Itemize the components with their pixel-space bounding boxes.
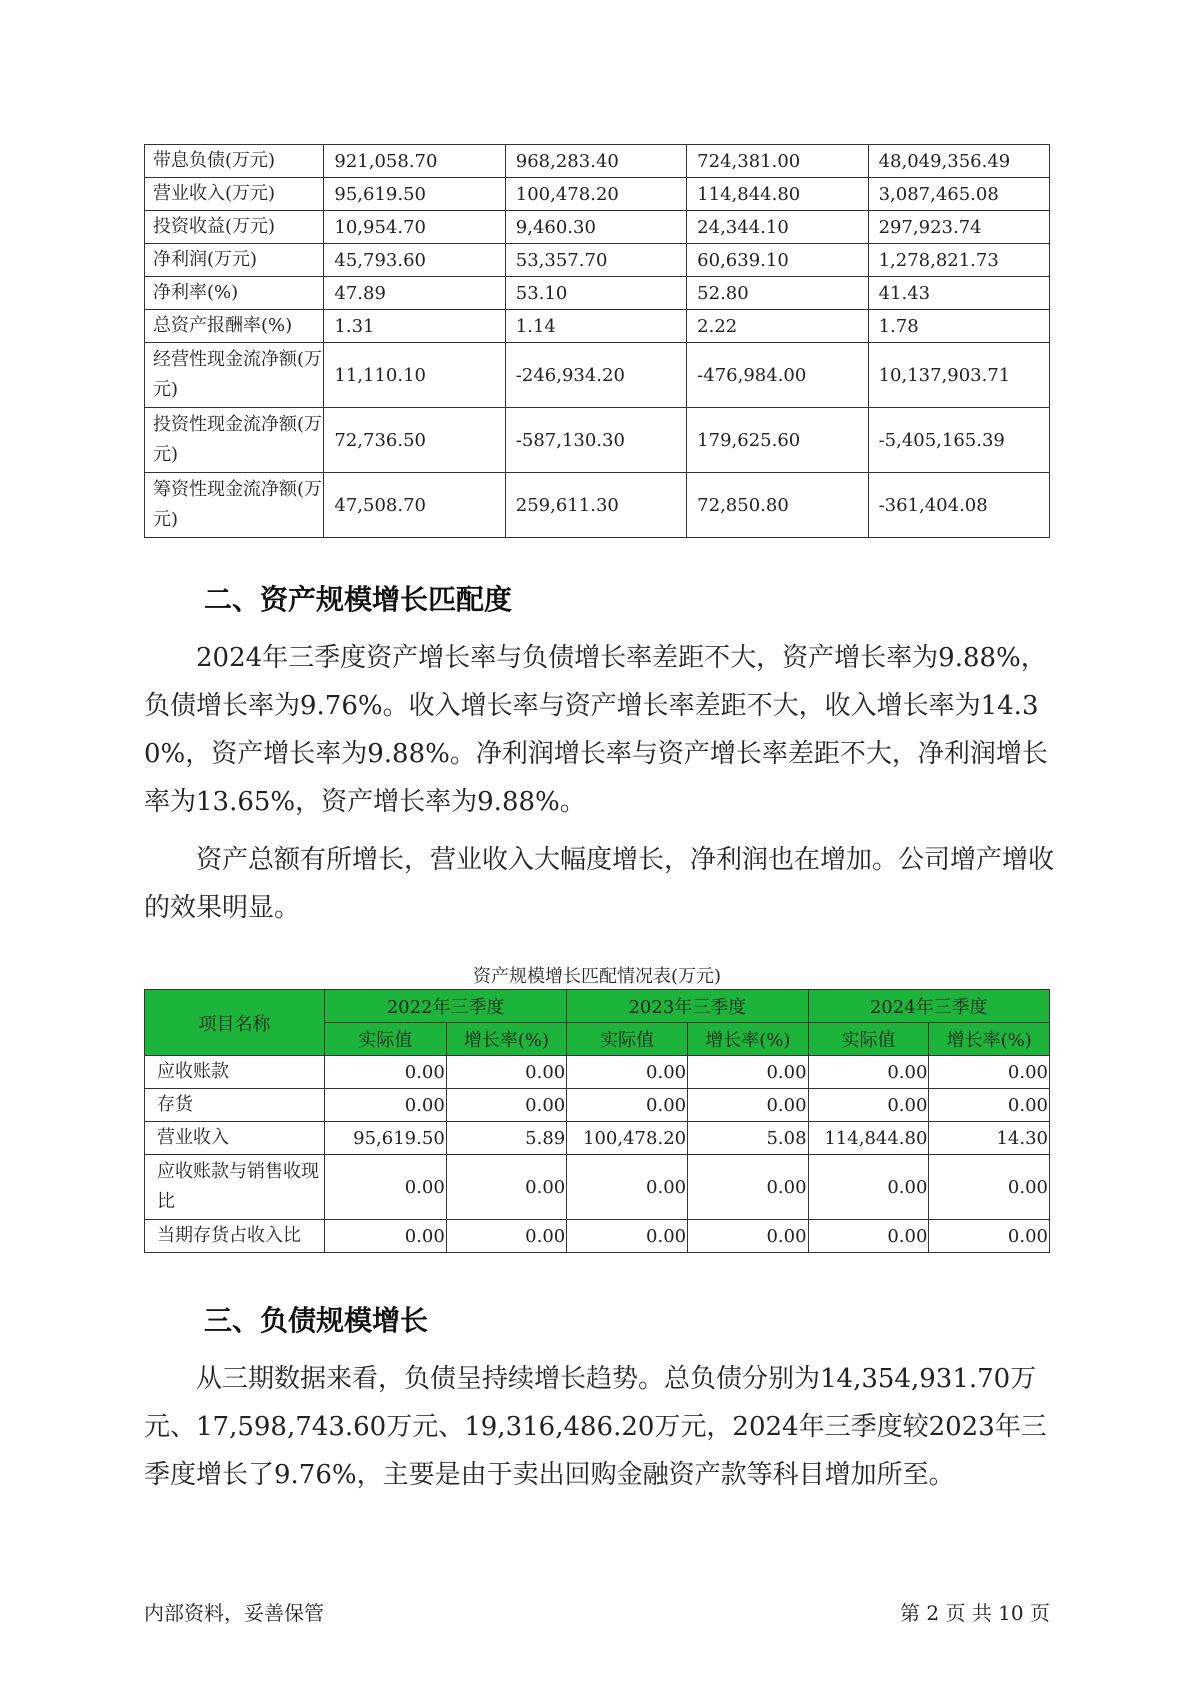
header-item-name: 项目名称 <box>145 990 325 1056</box>
cell: 1.78 <box>868 310 1049 343</box>
row-label: 投资收益(万元) <box>145 211 324 244</box>
cell: 0.00 <box>929 1220 1050 1253</box>
footer-confidential-note: 内部资料，妥善保管 <box>144 1601 324 1625</box>
cell: 0.00 <box>808 1220 929 1253</box>
row-label: 应收账款 <box>145 1056 325 1089</box>
cell: 0.00 <box>446 1220 566 1253</box>
cell: 48,049,356.49 <box>868 145 1049 178</box>
row-label: 总资产报酬率(%) <box>145 310 324 343</box>
header-growth-rate: 增长率(%) <box>446 1023 566 1056</box>
row-label: 当期存货占收入比 <box>145 1220 325 1253</box>
cell: 0.00 <box>929 1155 1050 1220</box>
cell: 5.08 <box>688 1122 808 1155</box>
cell: 179,625.60 <box>687 408 868 473</box>
cell: 0.00 <box>688 1056 808 1089</box>
cell: 11,110.10 <box>324 343 505 408</box>
table-row <box>145 310 1050 343</box>
table-row <box>145 244 1050 277</box>
cell: -361,404.08 <box>868 473 1049 538</box>
cell: 0.00 <box>446 1056 566 1089</box>
row-label: 净利润(万元) <box>145 244 324 277</box>
row-label: 营业收入(万元) <box>145 178 324 211</box>
cell: 95,619.50 <box>324 178 505 211</box>
cell: 3,087,465.08 <box>868 178 1049 211</box>
cell: 14.30 <box>929 1122 1050 1155</box>
cell: -5,405,165.39 <box>868 408 1049 473</box>
header-period: 2024年三季度 <box>808 990 1049 1023</box>
row-label: 净利率(%) <box>145 277 324 310</box>
cell: 0.00 <box>688 1220 808 1253</box>
cell: 60,639.10 <box>687 244 868 277</box>
row-label: 筹资性现金流净额(万元) <box>145 473 324 538</box>
cell: 95,619.50 <box>324 1122 446 1155</box>
cell: 52.80 <box>687 277 868 310</box>
cell: 0.00 <box>324 1056 446 1089</box>
cell: 0.00 <box>688 1155 808 1220</box>
cell: 259,611.30 <box>505 473 686 538</box>
header-growth-rate: 增长率(%) <box>929 1023 1050 1056</box>
table-row <box>145 1122 1050 1155</box>
header-actual-value: 实际值 <box>324 1023 446 1056</box>
table-row <box>145 1056 1050 1089</box>
cell: 53,357.70 <box>505 244 686 277</box>
paragraph-liability-growth: 从三期数据来看，负债呈持续增长趋势。总负债分别为14,354,931.70万元、17,598,743.60万元、19,316,486.20万元，2024年三季度较2023年三季度增长了9.76%，主要是由于卖出回购金融资产款等科目增加所至。 <box>144 1364 1047 1490</box>
cell: 53.10 <box>505 277 686 310</box>
cell: 0.00 <box>324 1089 446 1122</box>
cell: 72,850.80 <box>687 473 868 538</box>
cell: 0.00 <box>808 1056 929 1089</box>
table-row <box>145 1220 1050 1253</box>
cell: 0.00 <box>446 1155 566 1220</box>
cell: 724,381.00 <box>687 145 868 178</box>
table-row <box>145 1155 1050 1220</box>
asset-growth-match-table <box>144 989 1050 1253</box>
table-row <box>145 343 1050 408</box>
table-row <box>145 178 1050 211</box>
cell: 0.00 <box>688 1089 808 1122</box>
cell: 114,844.80 <box>687 178 868 211</box>
header-growth-rate: 增长率(%) <box>688 1023 808 1056</box>
cell: 100,478.20 <box>567 1122 688 1155</box>
cell: 0.00 <box>567 1155 688 1220</box>
table-row <box>145 473 1050 538</box>
paragraph-asset-summary: 资产总额有所增长，营业收入大幅度增长，净利润也在增加。公司增产增收的效果明显。 <box>144 845 1055 923</box>
table-row <box>145 277 1050 310</box>
cell: -246,934.20 <box>505 343 686 408</box>
cell: 0.00 <box>929 1056 1050 1089</box>
cell: 0.00 <box>567 1056 688 1089</box>
cell: 114,844.80 <box>808 1122 929 1155</box>
header-actual-value: 实际值 <box>567 1023 688 1056</box>
cell: 0.00 <box>929 1089 1050 1122</box>
row-label: 营业收入 <box>145 1122 325 1155</box>
cell: 72,736.50 <box>324 408 505 473</box>
cell: 1.31 <box>324 310 505 343</box>
cell: 45,793.60 <box>324 244 505 277</box>
cell: 0.00 <box>567 1089 688 1122</box>
cell: 1.14 <box>505 310 686 343</box>
table-row <box>145 1089 1050 1122</box>
footer-page-number: 第 2 页 共 10 页 <box>900 1601 1050 1625</box>
section-heading-liability-growth: 三、负债规模增长 <box>204 1304 429 1337</box>
cell: 47,508.70 <box>324 473 505 538</box>
financial-indicators-table <box>144 144 1050 538</box>
header-period: 2022年三季度 <box>324 990 566 1023</box>
cell: 297,923.74 <box>868 211 1049 244</box>
row-label: 经营性现金流净额(万元) <box>145 343 324 408</box>
cell: 0.00 <box>567 1220 688 1253</box>
paragraph-asset-growth: 2024年三季度资产增长率与负债增长率差距不大，资产增长率为9.88%，负债增长率为9.76%。收入增长率与资产增长率差距不大，收入增长率为14.30%，资产增长率为9.88%。净利润增长率与资产增长率差距不大，净利润增长率为13.65%，资产增长率为9.88%。 <box>144 643 1048 817</box>
cell: 100,478.20 <box>505 178 686 211</box>
cell: 0.00 <box>324 1220 446 1253</box>
cell: 10,137,903.71 <box>868 343 1049 408</box>
row-label: 带息负债(万元) <box>145 145 324 178</box>
table-row <box>145 211 1050 244</box>
cell: 5.89 <box>446 1122 566 1155</box>
cell: 0.00 <box>446 1089 566 1122</box>
table-row <box>145 408 1050 473</box>
cell: 47.89 <box>324 277 505 310</box>
cell: 0.00 <box>324 1155 446 1220</box>
cell: -476,984.00 <box>687 343 868 408</box>
cell: 0.00 <box>808 1155 929 1220</box>
row-label: 应收账款与销售收现比 <box>145 1155 325 1220</box>
cell: 968,283.40 <box>505 145 686 178</box>
row-label: 存货 <box>145 1089 325 1122</box>
cell: 24,344.10 <box>687 211 868 244</box>
cell: 9,460.30 <box>505 211 686 244</box>
cell: 10,954.70 <box>324 211 505 244</box>
cell: 0.00 <box>808 1089 929 1122</box>
cell: 41.43 <box>868 277 1049 310</box>
section-heading-asset-growth: 二、资产规模增长匹配度 <box>204 583 513 616</box>
cell: -587,130.30 <box>505 408 686 473</box>
table-caption: 资产规模增长匹配情况表(万元) <box>472 966 722 987</box>
header-period: 2023年三季度 <box>567 990 808 1023</box>
cell: 921,058.70 <box>324 145 505 178</box>
header-actual-value: 实际值 <box>808 1023 929 1056</box>
cell: 2.22 <box>687 310 868 343</box>
row-label: 投资性现金流净额(万元) <box>145 408 324 473</box>
table-header-row <box>145 990 1050 1023</box>
table-row <box>145 145 1050 178</box>
cell: 1,278,821.73 <box>868 244 1049 277</box>
